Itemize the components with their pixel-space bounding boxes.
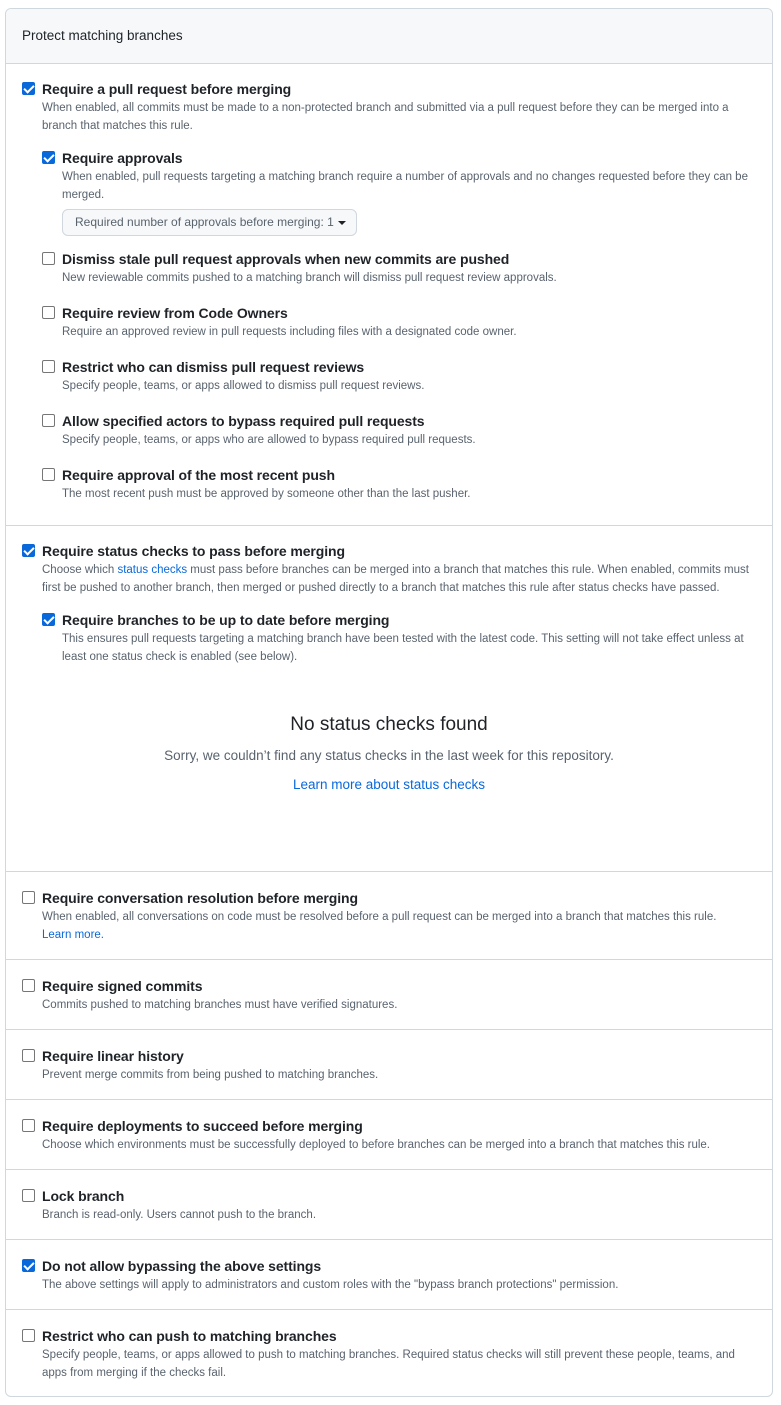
branch-protection-panel [5,8,773,1397]
option-signed [6,977,772,1014]
option-label: Require a pull request before merging [42,81,292,97]
option-code-owners [6,304,772,341]
option-label: Require approvals [62,150,183,166]
approvals-count-label: Required number of approvals before merging: 1 [75,215,334,229]
option-dismiss-stale [6,250,772,287]
approvals-count-select[interactable] [62,209,357,236]
blankslate-title: No status checks found [290,714,488,735]
option-description: Commits pushed to matching branches must have verified signatures. [42,999,398,1011]
option-description: Specify people, teams, or apps who are allowed to bypass required pull requests. [62,434,476,446]
status-checks-blankslate [6,666,772,794]
up-to-date-checkbox[interactable] [42,613,55,626]
option-label: Require linear history [42,1048,184,1064]
status-checks-link[interactable]: status checks [117,564,188,576]
option-label: Dismiss stale pull request approvals when new commits are pushed [62,251,510,267]
allow-bypass-checkbox[interactable] [42,414,55,427]
desc-text-pre: Choose which [42,564,118,576]
learn-more-status-checks-link[interactable]: Learn more about status checks [292,777,486,792]
desc-text: When enabled, all conversations on code must be resolved before a pull request can be merged into a branch that matches this rule. [42,911,717,923]
require-approvals-checkbox[interactable] [42,151,55,164]
restrict-dismiss-checkbox[interactable] [42,360,55,373]
learn-more-link[interactable]: Learn more. [42,929,105,941]
option-status-checks [6,542,772,597]
section-status-checks [6,526,772,872]
option-description: Choose which environments must be successfully deployed to before branches can be merged into a branch that matches this rule. [42,1139,711,1151]
dismiss-stale-checkbox[interactable] [42,252,55,265]
caret-down-icon [338,221,346,225]
panel-header [6,9,772,64]
option-allow-bypass [6,412,772,449]
option-label: Require conversation resolution before merging [42,890,358,906]
option-label: Require status checks to pass before merging [42,543,345,559]
section-restrict-push [6,1310,772,1382]
section-deployments [6,1100,772,1170]
section-conversation [6,872,772,960]
option-description: Branch is read-only. Users cannot push to the branch. [42,1209,317,1221]
option-require-approvals [6,149,772,236]
option-deployments [6,1117,772,1154]
option-label: Require approval of the most recent push [62,467,335,483]
option-label: Restrict who can push to matching branches [42,1328,337,1344]
section-lock [6,1170,772,1240]
option-label: Require branches to be up to date before merging [62,612,390,628]
option-label: Require review from Code Owners [62,305,288,321]
option-description: When enabled, all commits must be made to a non-protected branch and submitted via a pull request before they can be merged into a branch that matches this rule. [42,102,729,132]
option-description: Prevent merge commits from being pushed to matching branches. [42,1069,379,1081]
status-checks-checkbox[interactable] [22,544,35,557]
option-description: When enabled, pull requests targeting a matching branch require a number of approvals and no changes requested before they can be merged. [62,171,748,201]
deployments-checkbox[interactable] [22,1119,35,1132]
option-description [42,561,772,597]
option-no-bypass [6,1257,772,1294]
option-recent-push [6,466,772,503]
option-label: Lock branch [42,1188,125,1204]
option-description: Specify people, teams, or apps allowed to push to matching branches. Required status checks will still prevent these people, teams, and apps from merging if the checks fail. [42,1349,735,1379]
option-description: Require an approved review in pull requests including files with a designated code owner. [62,326,517,338]
recent-push-checkbox[interactable] [42,468,55,481]
option-description: This ensures pull requests targeting a matching branch have been tested with the latest code. This setting will not take effect unless at least one status check is enabled (see below). [62,633,744,663]
option-require-pr [6,80,772,135]
lock-branch-checkbox[interactable] [22,1189,35,1202]
require-pr-checkbox[interactable] [22,82,35,95]
option-lock [6,1187,772,1224]
option-description: The most recent push must be approved by someone other than the last pusher. [62,488,471,500]
option-linear [6,1047,772,1084]
option-label: Require deployments to succeed before merging [42,1118,363,1134]
blankslate-text: Sorry, we couldn’t find any status checks in the last week for this repository. [164,748,614,763]
section-no-bypass [6,1240,772,1310]
section-pull-request [6,64,772,526]
option-conversation [6,889,772,944]
option-description: Specify people, teams, or apps allowed to dismiss pull request reviews. [62,380,425,392]
conversation-checkbox[interactable] [22,891,35,904]
linear-history-checkbox[interactable] [22,1049,35,1062]
signed-commits-checkbox[interactable] [22,979,35,992]
section-linear [6,1030,772,1100]
option-restrict-dismiss [6,358,772,395]
panel-title: Protect matching branches [22,28,183,43]
restrict-push-checkbox[interactable] [22,1329,35,1342]
section-signed [6,960,772,1030]
option-label: Do not allow bypassing the above settings [42,1258,322,1274]
option-up-to-date [6,611,772,666]
option-restrict-push [6,1327,772,1382]
option-description: The above settings will apply to administrators and custom roles with the "bypass branch protections" permission. [42,1279,619,1291]
code-owners-checkbox[interactable] [42,306,55,319]
option-label: Restrict who can dismiss pull request reviews [62,359,365,375]
no-bypass-checkbox[interactable] [22,1259,35,1272]
option-description: New reviewable commits pushed to a matching branch will dismiss pull request review approvals. [62,272,557,284]
option-description [42,908,772,944]
desc-text-post: must pass before branches can be merged into a branch that matches this rule. When enabled, commits must first be pushed to another branch, then merged or pushed directly to a branch that matches this rule after status checks have passed. [42,564,749,594]
option-label: Require signed commits [42,978,203,994]
option-label: Allow specified actors to bypass required pull requests [62,413,425,429]
